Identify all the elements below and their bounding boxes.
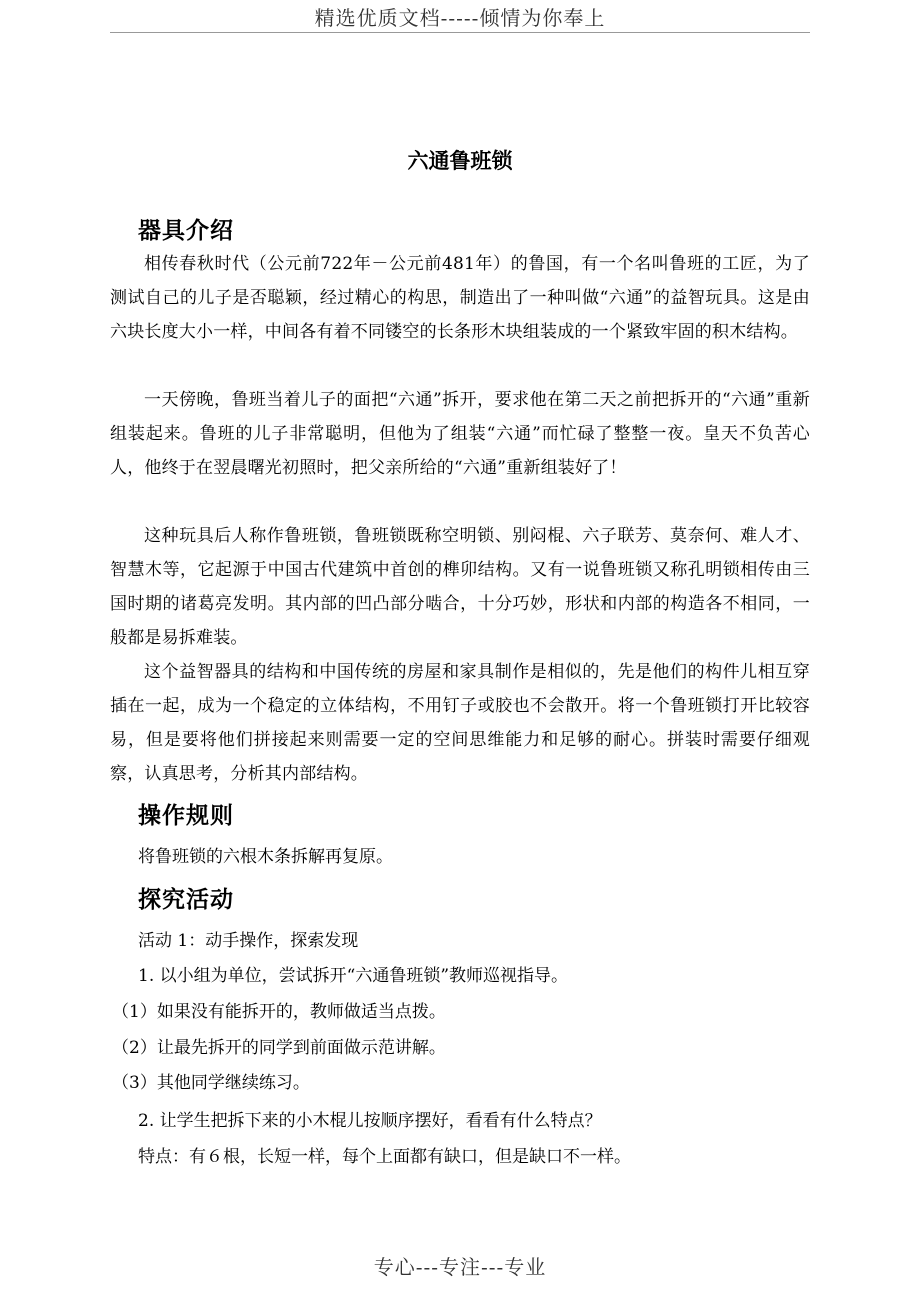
intro-paragraph-3: 这种玩具后人称作鲁班锁，鲁班锁既称空明锁、别闷棍、六子联芳、莫奈何、难人才、智慧木等，它起源于中国古代建筑中首创的榫卯结构。又有一说鲁班锁又称孔明锁相传由三国时期的诸葛亮发明。其内部的凹凸部分啮合，十分巧妙，形状和内部的构造各不相同，一般都是易拆难装。 xyxy=(110,526,810,648)
intro-paragraph-1: 相传春秋时代（公元前722年－公元前481年）的鲁国，有一个名叫鲁班的工匠，为了测试自己的儿子是否聪颖，经过精心的构思，制造出了一种叫做“六通”的益智玩具。这是由六块长度大小一样，中间各有着不同镂空的长条形木块组装成的一个紧致牢固的积木结构。 xyxy=(110,254,810,342)
activity-step-1: 1. 以小组为单位，尝试拆开“六通鲁班锁”教师巡视指导。 xyxy=(138,966,569,986)
activity-features: 特点：有６根，长短一样，每个上面都有缺口，但是缺口不一样。 xyxy=(138,1147,631,1167)
intro-paragraph-4: 这个益智器具的结构和中国传统的房屋和家具制作是相似的，先是他们的构件儿相互穿插在一起，成为一个稳定的立体结构，不用钉子或胶也不会散开。将一个鲁班锁打开比较容易，但是要将他们拼接起来则需要一定的空间思维能力和足够的耐心。拼装时需要仔细观察，认真思考，分析其内部结构。 xyxy=(110,662,810,784)
activity-substep-1: （1）如果没有能拆开的，教师做适当点拨。 xyxy=(112,1002,446,1022)
rules-text: 将鲁班锁的六根木条拆解再复原。 xyxy=(138,847,393,867)
page-footer: 专心---专注---专业 xyxy=(373,1255,547,1279)
intro-paragraph-2: 一天傍晚，鲁班当着儿子的面把“六通”拆开，要求他在第二天之前把拆开的“六通”重新组装起来。鲁班的儿子非常聪明，但他为了组装“六通”而忙碌了整整一夜。皇天不负苦心人，他终于在翌晨曙光初照时，把父亲所给的“六通”重新组装好了！ xyxy=(110,390,810,478)
section-heading-intro: 器具介绍 xyxy=(138,218,234,244)
section-heading-activities: 探究活动 xyxy=(138,887,234,913)
section-heading-rules: 操作规则 xyxy=(138,803,234,829)
activity-1-title: 活动 1：动手操作，探索发现 xyxy=(138,931,359,951)
page-header: 精选优质文档-----倾情为你奉上 xyxy=(314,6,606,30)
activity-substep-2: （2）让最先拆开的同学到前面做示范讲解。 xyxy=(112,1038,446,1058)
activity-step-2: 2. 让学生把拆下来的小木棍儿按顺序摆好，看看有什么特点？ xyxy=(138,1111,602,1131)
document-title: 六通鲁班锁 xyxy=(407,149,513,173)
header-divider xyxy=(110,32,810,33)
activity-substep-3: （3）其他同学继续练习。 xyxy=(112,1073,310,1093)
